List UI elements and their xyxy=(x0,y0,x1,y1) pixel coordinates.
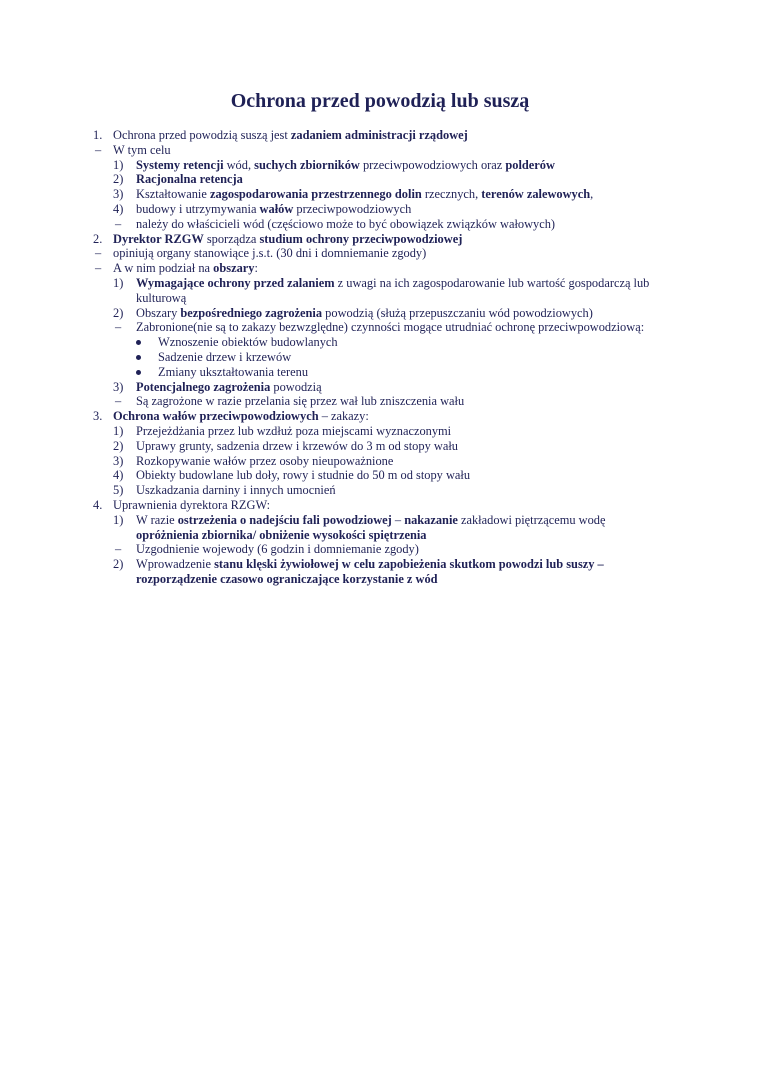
list-item-text xyxy=(136,187,593,202)
bold-segment: obszary xyxy=(213,261,255,276)
bold-segment: Ochrona wałów przeciwpowodziowych xyxy=(113,409,319,424)
list-item-text xyxy=(136,468,470,483)
list-marker: 4) xyxy=(113,202,124,216)
list-item-text xyxy=(136,572,438,587)
list-marker: 3) xyxy=(113,187,124,202)
list-item-text xyxy=(136,158,555,173)
text-segment: rzecznych, xyxy=(421,187,482,202)
list-item-text xyxy=(136,202,411,217)
bold-segment: terenów zalewowych xyxy=(481,187,591,202)
list-item-text xyxy=(136,542,419,557)
text-segment: Ochrona przed powodzią suszą jest xyxy=(113,128,291,142)
bold-segment: opróżnienia zbiornika/ obniżenie wysokości spiętrzenia xyxy=(136,527,427,542)
bold-segment: suchych zbiorników xyxy=(254,157,360,172)
list-marker: 3. xyxy=(93,409,103,424)
list-item-text xyxy=(136,483,336,498)
list-marker: 3) xyxy=(113,379,124,394)
list-item-text xyxy=(158,335,338,350)
bold-segment: wałów xyxy=(259,202,294,216)
document-title: Ochrona przed powodzią lub suszą xyxy=(230,90,530,112)
list-marker: – xyxy=(95,142,102,157)
bullet-icon xyxy=(136,340,141,345)
text-segment: W razie xyxy=(136,512,178,527)
text-segment: przeciwpowodziowych oraz xyxy=(359,157,506,172)
list-marker: 5) xyxy=(113,483,124,498)
list-marker: 4. xyxy=(93,498,103,512)
text-segment: Rozkopywanie wałów przez osoby nieupoważnione xyxy=(136,453,394,468)
text-segment: Są zagrożone w razie przelania się przez wał lub zniszczenia wału xyxy=(136,394,465,409)
text-segment: Wprowadzenie xyxy=(136,557,215,572)
bold-segment: Systemy retencji xyxy=(136,157,224,172)
bold-segment: rozporządzenie czasowo ograniczające korzystanie z wód xyxy=(136,572,438,586)
list-marker: 1) xyxy=(113,424,124,438)
text-segment: należy do właścicieli wód (częściowo może to być obowiązek związków wałowych) xyxy=(136,216,556,231)
list-marker: 2) xyxy=(113,305,124,320)
list-marker: – xyxy=(115,216,122,231)
list-item-text xyxy=(136,320,644,335)
text-segment: kulturową xyxy=(136,290,187,305)
list-item-text xyxy=(136,513,605,528)
text-segment: sporządza xyxy=(203,231,260,246)
list-item-text xyxy=(136,424,451,439)
list-marker: – xyxy=(115,542,122,557)
list-item-text xyxy=(113,246,426,261)
text-segment: Uprawy grunty, sadzenia drzew i krzewów do 3 m od stopy wału xyxy=(136,438,458,453)
list-marker: 1. xyxy=(93,128,103,142)
bold-segment: zagospodarowania przestrzennego dolin xyxy=(209,187,422,202)
list-item-text xyxy=(113,498,270,513)
text-segment: , xyxy=(590,187,594,202)
list-marker: 1) xyxy=(113,276,124,290)
list-item-text xyxy=(158,350,291,365)
text-segment: : xyxy=(254,261,258,276)
text-segment: Zmiany ukształtowania terenu xyxy=(158,364,309,379)
text-segment: – xyxy=(391,512,405,527)
bold-segment: polderów xyxy=(505,157,555,172)
list-marker: 4) xyxy=(113,468,124,483)
text-segment: Przejeżdżania przez lub wzdłuż poza miejscami wyznaczonymi xyxy=(136,424,452,438)
bold-segment: stanu klęski żywiołowej w celu zapobieżenia skutkom powodzi lub suszy – xyxy=(214,557,604,572)
list-marker: 1) xyxy=(113,157,124,172)
list-marker: – xyxy=(95,246,102,261)
bold-segment: Racjonalna retencja xyxy=(136,172,243,187)
list-item-text xyxy=(136,217,555,232)
text-segment: budowy i utrzymywania xyxy=(136,202,260,216)
bold-segment: nakazanie xyxy=(404,512,458,527)
list-item-text xyxy=(136,394,464,409)
text-segment: zakładowi piętrzącemu wodę xyxy=(457,512,606,527)
text-segment: Uzgodnienie wojewody (6 godzin i domniemanie zgody) xyxy=(136,542,419,557)
list-marker: 3) xyxy=(113,453,124,468)
list-item-text xyxy=(136,380,322,395)
list-item-text xyxy=(136,528,427,543)
text-segment: Uprawnienia dyrektora RZGW: xyxy=(113,498,271,512)
list-item-text xyxy=(113,409,369,424)
list-item-text xyxy=(136,291,186,306)
bullet-icon xyxy=(136,370,141,375)
list-marker: – xyxy=(115,320,122,335)
list-marker: – xyxy=(95,261,102,276)
list-marker: 2. xyxy=(93,231,103,246)
text-segment: powodzią xyxy=(270,379,322,394)
list-item-text xyxy=(136,557,604,572)
bold-segment: Potencjalnego zagrożenia xyxy=(136,379,271,394)
text-segment: Wznoszenie obiektów budowlanych xyxy=(158,335,338,350)
list-item-text xyxy=(113,128,468,143)
list-item-text xyxy=(136,439,458,454)
text-segment: powodzią (służą przepuszczaniu wód powodziowych) xyxy=(322,305,593,320)
text-segment: Uszkadzania darniny i innych umocnień xyxy=(136,483,336,498)
list-item-text xyxy=(136,172,243,187)
list-marker: 2) xyxy=(113,172,124,187)
list-item-text xyxy=(113,232,462,247)
text-segment: Obszary xyxy=(136,305,181,320)
list-item-text xyxy=(113,261,258,276)
bold-segment: studium ochrony przeciwpowodziowej xyxy=(259,231,463,246)
text-segment: – zakazy: xyxy=(318,409,369,424)
list-item-text xyxy=(113,143,171,158)
text-segment: opiniują organy stanowiące j.s.t. (30 dni i domniemanie zgody) xyxy=(113,246,427,261)
bold-segment: bezpośredniego zagrożenia xyxy=(180,305,323,320)
list-marker: 2) xyxy=(113,557,124,572)
bullet-icon xyxy=(136,355,141,360)
text-segment: Obiekty budowlane lub doły, rowy i studnie do 50 m od stopy wału xyxy=(136,468,471,483)
text-segment: Kształtowanie xyxy=(136,187,210,202)
bold-segment: Wymagające ochrony przed zalaniem xyxy=(136,276,335,290)
bold-segment: zadaniem administracji rządowej xyxy=(290,128,468,142)
list-item-text xyxy=(136,276,649,291)
list-item-text xyxy=(136,454,393,469)
bold-segment: ostrzeżenia o nadejściu fali powodziowej xyxy=(177,512,392,527)
list-marker: 1) xyxy=(113,512,124,527)
text-segment: Sadzenie drzew i krzewów xyxy=(158,350,292,364)
list-item-text xyxy=(158,365,308,380)
text-segment: W tym celu xyxy=(113,142,171,157)
text-segment: A w nim podział na xyxy=(113,261,214,276)
list-marker: 2) xyxy=(113,438,124,453)
text-segment: Zabronione(nie są to zakazy bezwzględne) czynności mogące utrudniać ochronę przeciwpowodziową: xyxy=(136,320,645,335)
text-segment: z uwagi na ich zagospodarowanie lub wartość gospodarczą lub xyxy=(334,276,650,290)
text-segment: przeciwpowodziowych xyxy=(293,202,412,216)
bold-segment: Dyrektor RZGW xyxy=(113,231,204,246)
text-segment: wód, xyxy=(223,157,255,172)
list-item-text xyxy=(136,306,593,321)
list-marker: – xyxy=(115,394,122,409)
